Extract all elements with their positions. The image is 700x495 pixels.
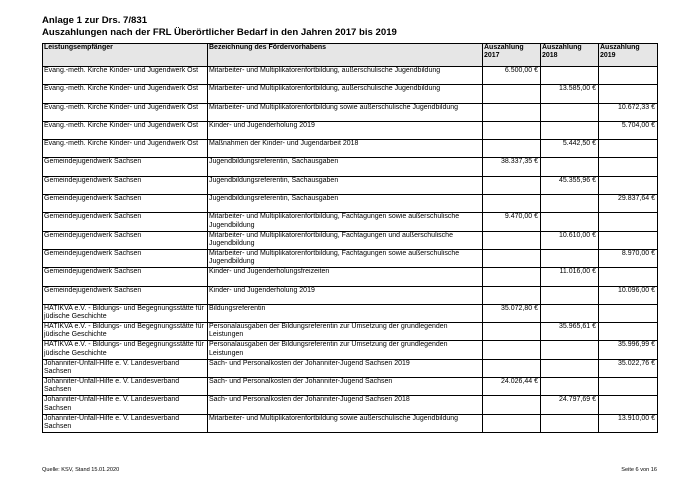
cell-payment-2019 — [599, 85, 658, 103]
cell-payment-2018: 13.585,00 € — [541, 85, 599, 103]
cell-recipient: HATIKVA e.V. - Bildungs- und Begegnungsstätte für jüdische Geschichte — [43, 323, 208, 341]
cell-project: Kinder- und Jugenderholungsfreizeiten — [208, 268, 483, 286]
cell-project: Personalausgaben der Bildungsreferentin zur Umsetzung der grundlegenden Leistungen — [208, 323, 483, 341]
cell-project: Mitarbeiter- und Multiplikatorenfortbildung, außerschulische Jugendbildung — [208, 85, 483, 103]
table-row — [43, 121, 658, 139]
cell-payment-2018 — [541, 341, 599, 359]
table-row — [43, 85, 658, 103]
cell-payment-2017 — [483, 323, 541, 341]
table-header-row — [43, 44, 658, 67]
table-row — [43, 140, 658, 158]
cell-project: Sach- und Personalkosten der Johanniter-Jugend Sachsen 2018 — [208, 396, 483, 414]
cell-payment-2017 — [483, 85, 541, 103]
cell-payment-2019: 35.022,76 € — [599, 359, 658, 377]
cell-project: Mitarbeiter- und Multiplikatorenfortbildung, Fachtagungen sowie außerschulische Jugendbildung — [208, 213, 483, 231]
header-recipient: Leistungsempfänger — [43, 44, 208, 67]
cell-recipient: Johanniter-Unfall-Hilfe e. V. Landesverband Sachsen — [43, 359, 208, 377]
cell-payment-2017 — [483, 176, 541, 194]
cell-payment-2019: 10.096,00 € — [599, 286, 658, 304]
cell-payment-2018 — [541, 121, 599, 139]
cell-payment-2018 — [541, 414, 599, 432]
cell-payment-2018: 24.797,69 € — [541, 396, 599, 414]
cell-payment-2018 — [541, 103, 599, 121]
cell-payment-2019: 29.837,64 € — [599, 195, 658, 213]
cell-payment-2018: 45.355,96 € — [541, 176, 599, 194]
cell-project: Jugendbildungsreferentin, Sachausgaben — [208, 158, 483, 176]
cell-recipient: Gemeindejugendwerk Sachsen — [43, 249, 208, 267]
cell-payment-2019 — [599, 378, 658, 396]
table-row — [43, 231, 658, 249]
table-row — [43, 213, 658, 231]
cell-recipient: Evang.-meth. Kirche Kinder- und Jugendwerk Ost — [43, 67, 208, 85]
table-row — [43, 103, 658, 121]
payments-table — [42, 43, 658, 433]
cell-project: Sach- und Personalkosten der Johanniter-Jugend Sachsen — [208, 378, 483, 396]
cell-payment-2017 — [483, 195, 541, 213]
table-row — [43, 396, 658, 414]
cell-payment-2018: 11.016,00 € — [541, 268, 599, 286]
cell-payment-2019: 8.970,00 € — [599, 249, 658, 267]
cell-payment-2019 — [599, 396, 658, 414]
cell-payment-2018 — [541, 158, 599, 176]
cell-project: Mitarbeiter- und Multiplikatorenfortbildung sowie außerschulische Jugendbildung — [208, 414, 483, 432]
cell-recipient: Evang.-meth. Kirche Kinder- und Jugendwerk Ost — [43, 85, 208, 103]
cell-payment-2018 — [541, 359, 599, 377]
cell-payment-2019 — [599, 304, 658, 322]
cell-payment-2017 — [483, 121, 541, 139]
table-row — [43, 176, 658, 194]
cell-payment-2019 — [599, 213, 658, 231]
cell-project: Mitarbeiter- und Multiplikatorenfortbildung, Fachtagungen sowie außerschulische Jugendbildung — [208, 249, 483, 267]
cell-payment-2017 — [483, 140, 541, 158]
table-body — [43, 67, 658, 433]
cell-recipient: Johanniter-Unfall-Hilfe e. V. Landesverband Sachsen — [43, 396, 208, 414]
cell-payment-2019: 10.672,33 € — [599, 103, 658, 121]
cell-recipient: Evang.-meth. Kirche Kinder- und Jugendwerk Ost — [43, 121, 208, 139]
header-payment-2018: Auszahlung 2018 — [541, 44, 599, 67]
cell-payment-2017 — [483, 396, 541, 414]
cell-recipient: Gemeindejugendwerk Sachsen — [43, 268, 208, 286]
table-row — [43, 286, 658, 304]
cell-payment-2019 — [599, 176, 658, 194]
cell-payment-2017 — [483, 414, 541, 432]
cell-recipient: Gemeindejugendwerk Sachsen — [43, 213, 208, 231]
table-row — [43, 249, 658, 267]
footer-page-number: Seite 6 von 16 — [621, 467, 657, 473]
cell-payment-2018: 10.610,00 € — [541, 231, 599, 249]
cell-payment-2018: 35.965,61 € — [541, 323, 599, 341]
cell-payment-2019 — [599, 323, 658, 341]
cell-project: Jugendbildungsreferentin, Sachausgaben — [208, 195, 483, 213]
footer-source: Quelle: KSV, Stand 15.01.2020 — [42, 467, 120, 473]
cell-payment-2019: 13.910,00 € — [599, 414, 658, 432]
cell-payment-2018 — [541, 286, 599, 304]
cell-project: Maßnahmen der Kinder- und Jugendarbeit 2018 — [208, 140, 483, 158]
table-row — [43, 378, 658, 396]
cell-recipient: HATIKVA e.V. - Bildungs- und Begegnungsstätte für jüdische Geschichte — [43, 341, 208, 359]
cell-payment-2018 — [541, 67, 599, 85]
cell-project: Bildungsreferentin — [208, 304, 483, 322]
cell-recipient: Evang.-meth. Kirche Kinder- und Jugendwerk Ost — [43, 140, 208, 158]
cell-project: Personalausgaben der Bildungsreferentin zur Umsetzung der grundlegenden Leistungen — [208, 341, 483, 359]
table-row — [43, 268, 658, 286]
cell-payment-2018 — [541, 213, 599, 231]
cell-payment-2017: 35.072,80 € — [483, 304, 541, 322]
cell-recipient: Gemeindejugendwerk Sachsen — [43, 231, 208, 249]
header-project: Bezeichnung des Fördervorhabens — [208, 44, 483, 67]
cell-payment-2018 — [541, 304, 599, 322]
cell-payment-2018 — [541, 249, 599, 267]
table-row — [43, 304, 658, 322]
table-row — [43, 341, 658, 359]
cell-recipient: Johanniter-Unfall-Hilfe e. V. Landesverband Sachsen — [43, 378, 208, 396]
table-row — [43, 323, 658, 341]
cell-payment-2017 — [483, 231, 541, 249]
cell-recipient: HATIKVA e.V. - Bildungs- und Begegnungsstätte für jüdische Geschichte — [43, 304, 208, 322]
table-row — [43, 158, 658, 176]
cell-payment-2017 — [483, 268, 541, 286]
cell-recipient: Gemeindejugendwerk Sachsen — [43, 286, 208, 304]
document-subtitle: Auszahlungen nach der FRL Überörtlicher Bedarf in den Jahren 2017 bis 2019 — [42, 27, 397, 38]
cell-payment-2019 — [599, 140, 658, 158]
header-payment-2019: Auszahlung 2019 — [599, 44, 658, 67]
header-payment-2017: Auszahlung 2017 — [483, 44, 541, 67]
cell-payment-2019: 35.996,99 € — [599, 341, 658, 359]
cell-payment-2017 — [483, 341, 541, 359]
cell-payment-2017 — [483, 359, 541, 377]
cell-payment-2018 — [541, 195, 599, 213]
cell-payment-2018 — [541, 378, 599, 396]
table-row — [43, 414, 658, 432]
document-title: Anlage 1 zur Drs. 7/831 — [42, 15, 148, 26]
cell-project: Mitarbeiter- und Multiplikatorenfortbildung sowie außerschulische Jugendbildung — [208, 103, 483, 121]
cell-payment-2017 — [483, 103, 541, 121]
cell-payment-2017: 9.470,00 € — [483, 213, 541, 231]
cell-payment-2019 — [599, 67, 658, 85]
cell-payment-2018: 5.442,50 € — [541, 140, 599, 158]
cell-project: Kinder- und Jugenderholung 2019 — [208, 121, 483, 139]
table-row — [43, 67, 658, 85]
cell-recipient: Gemeindejugendwerk Sachsen — [43, 176, 208, 194]
cell-payment-2017: 6.500,00 € — [483, 67, 541, 85]
cell-project: Sach- und Personalkosten der Johanniter-Jugend Sachsen 2019 — [208, 359, 483, 377]
cell-project: Jugendbildungsreferentin, Sachausgaben — [208, 176, 483, 194]
cell-project: Mitarbeiter- und Multiplikatorenfortbildung, außerschulische Jugendbildung — [208, 67, 483, 85]
cell-project: Kinder- und Jugenderholung 2019 — [208, 286, 483, 304]
cell-project: Mitarbeiter- und Multiplikatorenfortbildung, Fachtagungen und außerschulische Jugendbildung — [208, 231, 483, 249]
table-row — [43, 359, 658, 377]
cell-recipient: Johanniter-Unfall-Hilfe e. V. Landesverband Sachsen — [43, 414, 208, 432]
cell-recipient: Evang.-meth. Kirche Kinder- und Jugendwerk Ost — [43, 103, 208, 121]
cell-payment-2017 — [483, 249, 541, 267]
cell-payment-2019 — [599, 158, 658, 176]
cell-payment-2017 — [483, 286, 541, 304]
cell-payment-2019: 5.704,00 € — [599, 121, 658, 139]
cell-recipient: Gemeindejugendwerk Sachsen — [43, 158, 208, 176]
cell-payment-2017: 24.026,44 € — [483, 378, 541, 396]
cell-payment-2017: 38.337,35 € — [483, 158, 541, 176]
cell-payment-2019 — [599, 231, 658, 249]
table-row — [43, 195, 658, 213]
cell-recipient: Gemeindejugendwerk Sachsen — [43, 195, 208, 213]
cell-payment-2019 — [599, 268, 658, 286]
